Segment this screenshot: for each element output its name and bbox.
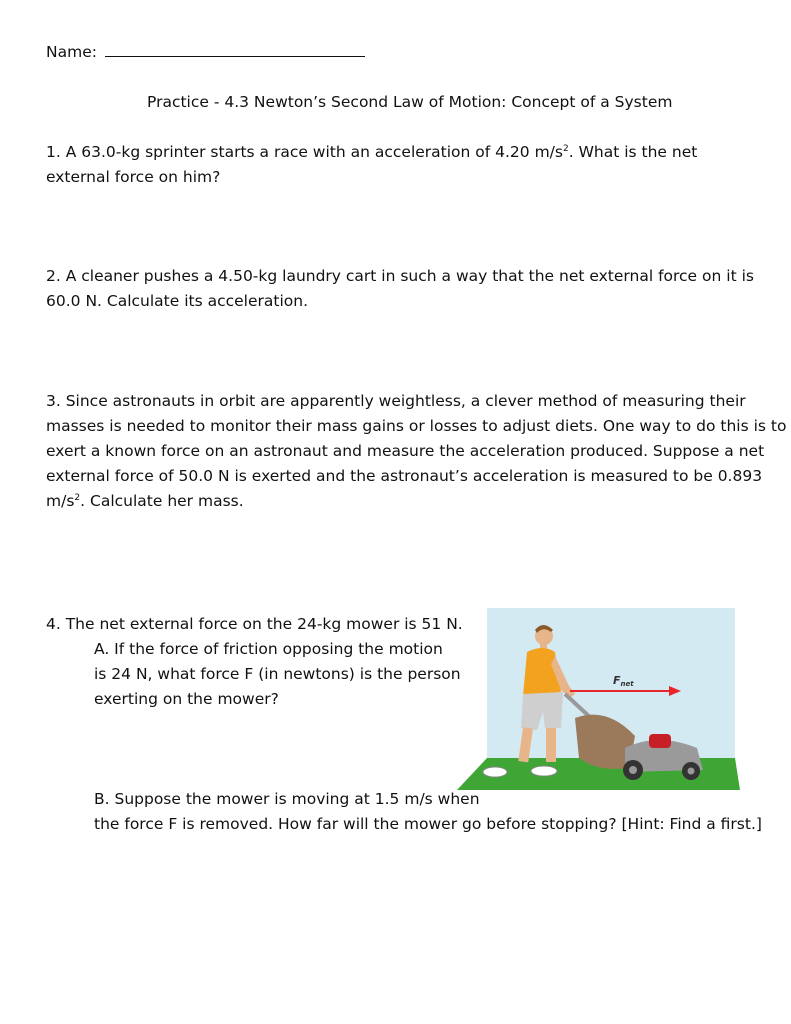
name-label: Name: bbox=[46, 43, 97, 61]
q3-line-2: masses is needed to monitor their mass gains or losses to adjust diets. One way to do this is to bbox=[46, 417, 787, 435]
name-field[interactable] bbox=[46, 42, 365, 62]
q4b-line-1: B. Suppose the mower is moving at 1.5 m/s when bbox=[94, 790, 480, 808]
page-title: Practice - 4.3 Newton’s Second Law of Motion: Concept of a System bbox=[147, 93, 673, 111]
q4a-line-1: A. If the force of friction opposing the motion bbox=[94, 640, 443, 658]
person-shoe-left bbox=[483, 767, 507, 777]
lawn-mower-illustration bbox=[457, 608, 740, 790]
q4b-line-2: the force F is removed. How far will the mower go before stopping? [Hint: Find a first.] bbox=[94, 815, 762, 833]
q2-line-2: 60.0 N. Calculate its acceleration. bbox=[46, 292, 309, 310]
q1-line-1: 1. A 63.0-kg sprinter starts a race with an acceleration of 4.20 $m/s^2$. What is the net bbox=[46, 143, 698, 161]
q4a-line-3: exerting on the mower? bbox=[94, 690, 279, 708]
q2-line-1: 2. A cleaner pushes a 4.50-kg laundry cart in such a way that the net external force on it is bbox=[46, 267, 754, 285]
q1-line-2: external force on him? bbox=[46, 168, 221, 186]
q3-line-5: $m/s^2$. Calculate her mass. bbox=[46, 492, 244, 510]
mower-engine bbox=[649, 734, 671, 748]
q4-stem: 4. The net external force on the 24-kg mower is 51 N. bbox=[46, 615, 463, 633]
person-shoe-right bbox=[531, 766, 557, 776]
q3-line-4: external force of 50.0 N is exerted and the astronaut’s acceleration is measured to be 0.893 bbox=[46, 467, 763, 485]
mower-figure-svg bbox=[457, 608, 740, 790]
person-leg-right bbox=[546, 728, 556, 762]
q3-line-3: exert a known force on an astronaut and measure the acceleration produced. Suppose a net bbox=[46, 442, 765, 460]
q3-line-1: 3. Since astronauts in orbit are apparently weightless, a clever method of measuring their bbox=[46, 392, 746, 410]
name-blank-line[interactable] bbox=[105, 42, 365, 57]
q4a-line-2: is 24 N, what force F (in newtons) is the person bbox=[94, 665, 461, 683]
force-label: Fnet bbox=[613, 674, 634, 688]
